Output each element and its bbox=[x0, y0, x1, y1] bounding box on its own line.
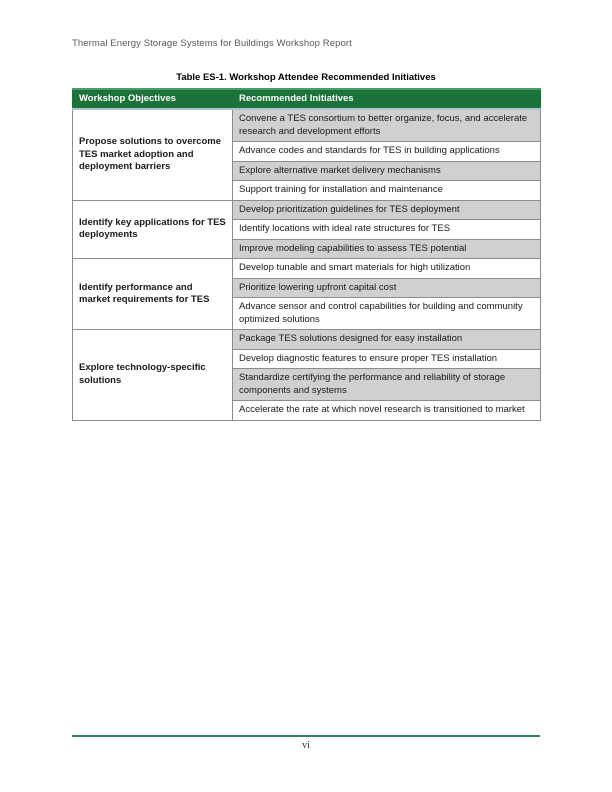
initiatives-table bbox=[72, 88, 541, 421]
objective-cell: Identify key applications for TES deployments bbox=[73, 200, 233, 259]
running-header: Thermal Energy Storage Systems for Buildings Workshop Report bbox=[72, 38, 352, 49]
footer-divider-line bbox=[72, 735, 540, 737]
table-row bbox=[73, 330, 541, 350]
table-header bbox=[73, 89, 541, 109]
column-header-recommended-initiatives: Recommended Initiatives bbox=[233, 89, 541, 109]
table-row bbox=[73, 200, 541, 220]
initiative-cell: Standardize certifying the performance and reliability of storage components and systems bbox=[233, 369, 541, 401]
table-row bbox=[73, 109, 541, 142]
column-header-workshop-objectives: Workshop Objectives bbox=[73, 89, 233, 109]
initiative-cell: Convene a TES consortium to better organize, focus, and accelerate research and development efforts bbox=[233, 109, 541, 142]
initiative-cell: Develop diagnostic features to ensure proper TES installation bbox=[233, 349, 541, 369]
objective-cell: Propose solutions to overcome TES market adoption and deployment barriers bbox=[73, 109, 233, 200]
table-body bbox=[73, 109, 541, 420]
initiative-cell: Package TES solutions designed for easy installation bbox=[233, 330, 541, 350]
table-header-row bbox=[73, 89, 541, 109]
initiative-cell: Develop prioritization guidelines for TES deployment bbox=[233, 200, 541, 220]
initiative-cell: Advance codes and standards for TES in building applications bbox=[233, 142, 541, 162]
initiative-cell: Identify locations with ideal rate structures for TES bbox=[233, 220, 541, 240]
initiative-cell: Improve modeling capabilities to assess TES potential bbox=[233, 239, 541, 259]
objective-cell: Identify performance and market requirements for TES bbox=[73, 259, 233, 330]
initiative-cell: Support training for installation and maintenance bbox=[233, 181, 541, 201]
objective-cell: Explore technology-specific solutions bbox=[73, 330, 233, 421]
initiative-cell: Advance sensor and control capabilities for building and community optimized solutions bbox=[233, 298, 541, 330]
table-row bbox=[73, 259, 541, 279]
page-number: vi bbox=[302, 740, 310, 751]
initiative-cell: Prioritize lowering upfront capital cost bbox=[233, 278, 541, 298]
initiative-cell: Accelerate the rate at which novel research is transitioned to market bbox=[233, 401, 541, 421]
initiative-cell: Explore alternative market delivery mechanisms bbox=[233, 161, 541, 181]
initiative-cell: Develop tunable and smart materials for high utilization bbox=[233, 259, 541, 279]
table-caption: Table ES-1. Workshop Attendee Recommended Initiatives bbox=[176, 72, 436, 83]
